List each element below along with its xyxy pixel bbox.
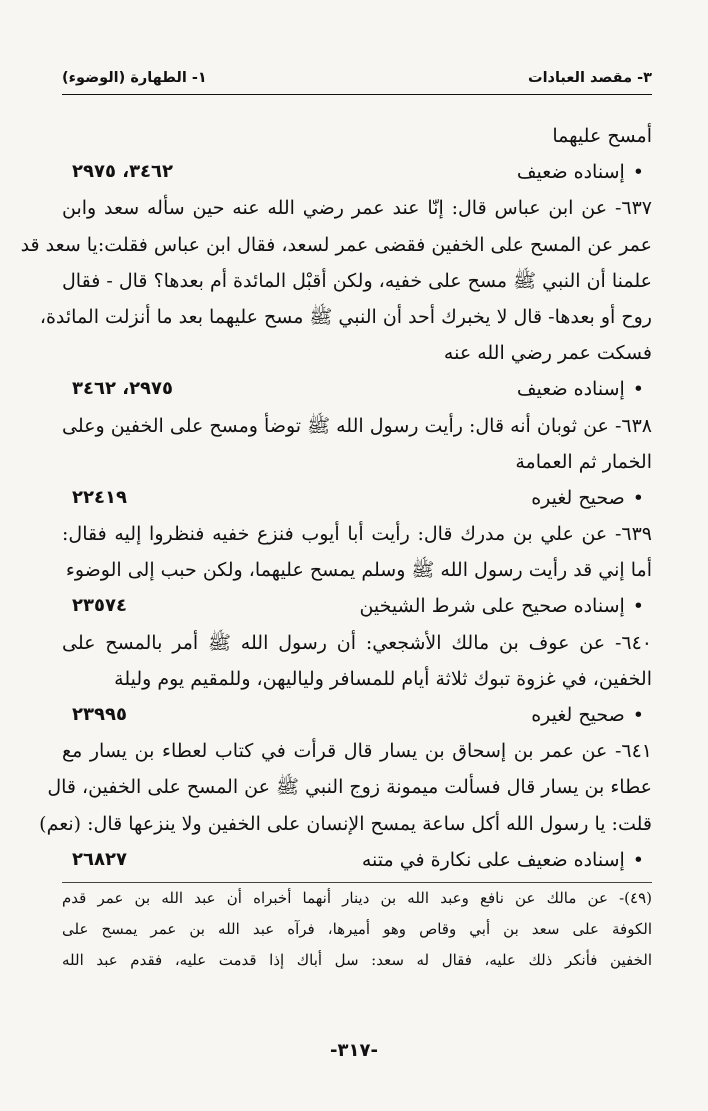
reference-numbers: ٢٩٧٥، ٣٤٦٢: [72, 378, 174, 400]
hadith-grade-row: [62, 697, 652, 733]
hadith-start-line: ٦٤١- عن عمر بن إسحاق بن يسار قال قرأت في كتاب لعطاء بن يسار مع: [62, 740, 652, 763]
hadith-start-line: ٦٣٧- عن ابن عباس قال: إنّا عند عمر رضي الله عنه حين سأله سعد وابن: [62, 197, 652, 220]
hadith-start-line: ٦٣٩- عن علي بن مدرك قال: رأيت أبا أيوب فنزع خفيه فنظروا إليه فقال:: [62, 523, 652, 546]
page-number: -٣١٧-: [330, 1040, 378, 1061]
hadith-grade-row: [62, 842, 652, 878]
text-line: فسكت عمر رضي الله عنه: [443, 342, 652, 365]
hadith-grade-row: [62, 371, 652, 407]
text-line: عمر عن المسح على الخفين فقضى عمر لسعد، فقال ابن عباس فقلت:يا سعد قد: [20, 233, 652, 256]
text-line: عطاء بن يسار قال فسألت ميمونة زوج النبي ﷺ عن المسح على الخفين، قال: [47, 776, 652, 799]
reference-numbers: ٣٤٦٢، ٢٩٧٥: [72, 161, 174, 183]
hadith-grade-row: [62, 588, 652, 624]
hadith-grade: • إسناده صحيح على شرط الشيخين: [359, 588, 652, 624]
hadith-grade-row: [62, 154, 652, 190]
footnote-block: [62, 883, 652, 976]
hadith-start-line: ٦٣٨- عن ثوبان أنه قال: رأيت رسول الله ﷺ توضأ ومسح على الخفين وعلى: [62, 414, 652, 437]
text-line: الخمار ثم العمامة: [515, 450, 652, 473]
hadith-grade: • صحيح لغيره: [531, 697, 652, 733]
reference-numbers: ٢٣٥٧٤: [72, 595, 127, 617]
running-header: [62, 62, 652, 95]
reference-numbers: ٢٢٤١٩: [72, 486, 127, 508]
page-body: [20, 118, 652, 976]
text-line: روح أو بعدها- قال لا يخبرك أحد أن النبي ﷺ مسح عليهما بعد ما أنزلت المائدة،: [39, 305, 652, 328]
hadith-start-line: ٦٤٠- عن عوف بن مالك الأشجعي: أن رسول الله ﷺ أمر بالمسح على: [62, 631, 652, 654]
footnote-line: الخفين فأنكر ذلك عليه، فقال له سعد: سل أباك إذا قدمت عليه، فقدم عبد الله: [62, 950, 652, 969]
text-line: الخفين، في غزوة تبوك ثلاثة أيام للمسافر ولياليهن، وللمقيم يوم وليلة: [114, 667, 652, 690]
header-chapter-title: ١- الطهارة (الوضوء): [62, 70, 207, 86]
reference-numbers: ٢٣٩٩٥: [72, 704, 127, 725]
hadith-grade: • إسناده ضعيف: [517, 371, 652, 407]
hadith-grade-row: [62, 480, 652, 516]
hadith-grade: • إسناده ضعيف: [517, 154, 652, 190]
hadith-grade: • صحيح لغيره: [531, 480, 652, 516]
text-line: قلت: يا رسول الله أكل ساعة يمسح الإنسان على الخفين ولا ينزعها قال: (نعم): [39, 812, 652, 835]
footnote-line: الكوفة على سعد بن أبي وقاص وهو أميرها، فرآه عبد الله بن عمر يمسح على: [62, 919, 652, 938]
text-line: علمنا أن النبي ﷺ مسح على خفيه، ولكن أقبْل المائدة أم بعدها؟ قال - فقال: [62, 269, 652, 292]
hadith-grade: • إسناده ضعيف على نكارة في متنه: [362, 842, 652, 878]
text-line: أما إني قد رأيت رسول الله ﷺ وسلم يمسح عليهما، ولكن حبب إلى الوضوء: [65, 559, 652, 582]
text-line: أمسح عليهما: [552, 125, 652, 147]
header-section-title: ٣- مقصد العبادات: [528, 70, 652, 86]
reference-numbers: ٢٦٨٢٧: [72, 848, 127, 870]
footnote-line: (٤٩)- عن مالك عن نافع وعبد الله بن دينار أنهما أخبراه أن عبد الله بن عمر قدم: [62, 888, 652, 907]
